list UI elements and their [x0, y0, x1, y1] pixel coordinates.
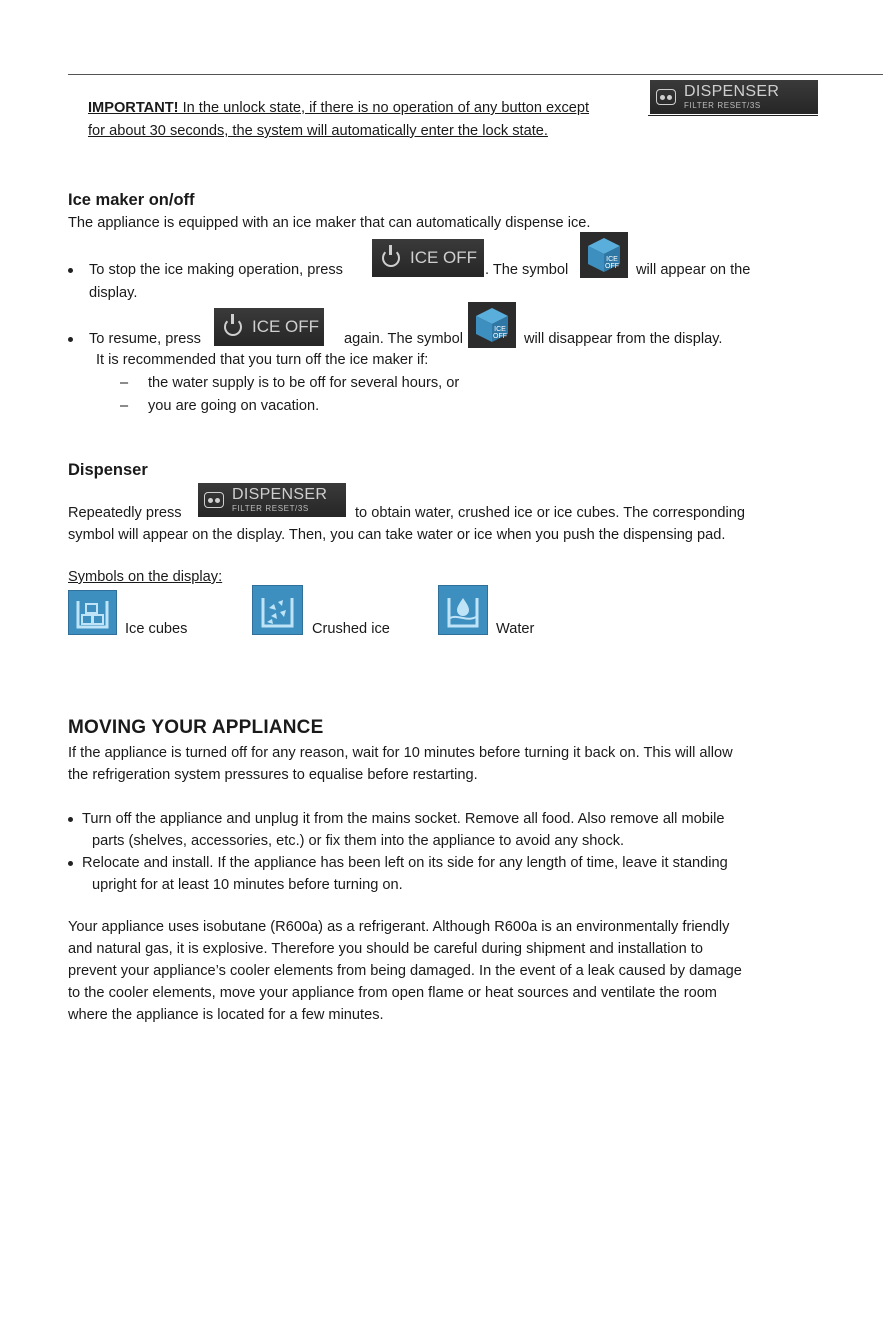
dispenser-button-label: DISPENSER	[232, 486, 328, 503]
moving-b2-line-2: upright for at least 10 minutes before turning on.	[92, 877, 403, 893]
ice-off-label: ICE OFF	[410, 248, 478, 267]
moving-p2-line-3: prevent your appliance’s cooler elements from being damaged. In the event of a leak caused by damage	[68, 963, 742, 979]
important-line-1	[88, 98, 589, 119]
svg-text:ICE: ICE	[494, 326, 506, 333]
important-line-1-rest: In the unlock state, if there is no operation of any button except	[178, 100, 590, 116]
bullet-icon	[68, 817, 73, 822]
bullet-icon	[68, 861, 73, 866]
svg-text:OFF: OFF	[493, 333, 507, 340]
resume-text-a: To resume, press	[89, 331, 201, 347]
filter-reset-label: FILTER RESET/3S	[232, 504, 309, 513]
dispenser-text-2: symbol will appear on the display. Then, you can take water or ice when you push the dispensing pad.	[68, 527, 726, 543]
ice-cubes-icon	[68, 590, 117, 635]
filter-reset-label: FILTER RESET/3S	[684, 101, 761, 110]
moving-b1-line-2: parts (shelves, accessories, etc.) or fix them into the appliance to avoid any shock.	[92, 833, 625, 849]
symbol-label-crushed-ice: Crushed ice	[312, 621, 390, 637]
moving-heading: MOVING YOUR APPLIANCE	[68, 717, 324, 738]
dispenser-button-image-1	[650, 80, 818, 114]
power-icon	[382, 249, 400, 267]
moving-p1-line-2: the refrigeration system pressures to equalise before restarting.	[68, 767, 478, 783]
ice-off-cube-icon	[582, 234, 626, 276]
moving-p1-line-1: If the appliance is turned off for any reason, wait for 10 minutes before turning it back on. This will allow	[68, 745, 733, 761]
water-icon	[438, 585, 488, 635]
stop-text-b: . The symbol	[485, 262, 569, 278]
stop-text-c: will appear on the	[636, 262, 751, 278]
dispenser-button-image-2	[198, 483, 346, 517]
dispenser-icon	[204, 492, 224, 508]
ice-off-symbol-1	[580, 232, 628, 278]
dash-item-2: you are going on vacation.	[148, 398, 320, 414]
symbol-label-ice-cubes: Ice cubes	[125, 621, 188, 637]
moving-p2-line-1: Your appliance uses isobutane (R600a) as a refrigerant. Although R600a is an environmentally friendly	[68, 919, 730, 935]
symbols-title: Symbols on the display:	[68, 569, 223, 585]
dispenser-button-label: DISPENSER	[684, 83, 780, 100]
moving-p2-line-5: where the appliance is located for a few minutes.	[68, 1007, 384, 1023]
svg-text:OFF: OFF	[605, 263, 619, 270]
dash-marker: –	[120, 398, 129, 414]
ice-off-button-image-1	[372, 239, 484, 277]
ice-off-symbol-2	[468, 302, 516, 348]
moving-b1-line-1: Turn off the appliance and unplug it from the mains socket. Remove all food. Also remove all mobile	[82, 811, 725, 827]
ice-off-cube-icon	[470, 304, 514, 346]
ice-off-button-image-2	[214, 308, 324, 346]
dash-item-1: the water supply is to be off for several hours, or	[148, 375, 460, 391]
bullet-icon	[68, 268, 73, 273]
important-lead: IMPORTANT!	[88, 100, 179, 116]
symbol-label-water: Water	[496, 621, 535, 637]
bullet-icon	[68, 337, 73, 342]
dash-marker: –	[120, 375, 129, 391]
svg-text:ICE: ICE	[606, 256, 618, 263]
moving-p2-line-4: to the cooler elements, move your appliance from open flame or heat sources and ventilate the room	[68, 985, 717, 1001]
resume-text-c: will disappear from the display.	[524, 331, 723, 347]
header-rule	[68, 74, 883, 75]
dispenser-heading: Dispenser	[68, 461, 148, 479]
stop-text-a: To stop the ice making operation, press	[89, 262, 343, 278]
recommend-text: It is recommended that you turn off the ice maker if:	[96, 352, 429, 368]
dispenser-icon	[656, 89, 676, 105]
moving-p2-line-2: and natural gas, it is explosive. Therefore you should be careful during shipment and installation to	[68, 941, 703, 957]
moving-b2-line-1: Relocate and install. If the appliance has been left on its side for any length of time, leave it standing	[82, 855, 728, 871]
stop-text-d: display.	[89, 285, 138, 301]
ice-maker-intro: The appliance is equipped with an ice maker that can automatically dispense ice.	[68, 215, 591, 231]
dispenser-text-a: Repeatedly press	[68, 505, 182, 521]
resume-text-b: again. The symbol	[344, 331, 463, 347]
important-line-2: for about 30 seconds, the system will automatically enter the lock state.	[88, 123, 548, 139]
crushed-ice-icon	[252, 585, 303, 635]
ice-maker-heading: Ice maker on/off	[68, 191, 195, 209]
power-icon	[224, 318, 242, 336]
ice-off-label: ICE OFF	[252, 317, 320, 336]
dispenser-text-b: to obtain water, crushed ice or ice cubes. The corresponding	[355, 505, 745, 521]
